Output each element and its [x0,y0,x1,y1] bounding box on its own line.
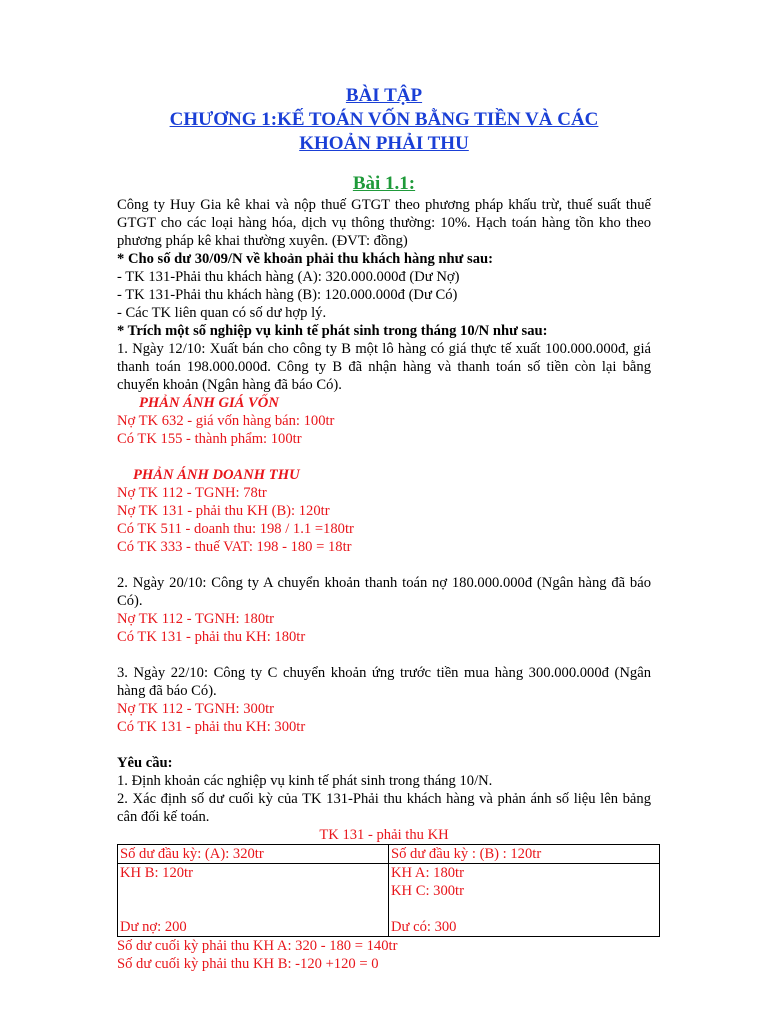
t-account-entry: KH B: 120tr [120,865,193,881]
t-account-entry: KH A: 180tr [391,865,464,881]
balance-item: - Các TK liên quan có số dư hợp lý. [117,305,327,321]
t-account-left-header: Số dư đầu kỳ: (A): 320tr [118,845,389,864]
balance-item: - TK 131-Phải thu khách hàng (B): 120.000.000đ (Dư Có) [117,287,458,303]
table-row [118,845,660,864]
t-account-table [117,844,660,937]
document-content [117,84,651,973]
t-account-debit-total: Dư nợ: 200 [120,919,187,935]
title-line-2: CHƯƠNG 1:KẾ TOÁN VỐN BẰNG TIỀN VÀ CÁC [169,109,599,130]
requirements-heading: Yêu cầu: [117,755,173,771]
requirement-item: 2. Xác định số dư cuối kỳ của TK 131-Phải thu khách hàng và phản ánh số liệu lên bảng cân đối kế toán. [117,791,651,825]
exercise-heading: Bài 1.1: [352,173,416,194]
journal-entry: Có TK 333 - thuế VAT: 198 - 180 = 18tr [117,539,352,555]
title-line-1: BÀI TẬP [345,85,423,106]
journal-entry: Có TK 511 - doanh thu: 198 / 1.1 =180tr [117,521,354,537]
t-account-credit-total: Dư có: 300 [391,919,457,935]
spacer [117,736,651,754]
title-line-3: KHOẢN PHẢI THU [299,133,469,154]
balance-heading: * Cho số dư 30/09/N về khoản phải thu khách hàng như sau: [117,251,494,267]
journal-entry: Nợ TK 112 - TGNH: 300tr [117,701,275,717]
closing-balance: Số dư cuối kỳ phải thu KH A: 320 - 180 = 140tr [117,938,398,954]
cost-heading: PHẢN ÁNH GIÁ VỐN [139,395,279,411]
journal-entry: Nợ TK 112 - TGNH: 180tr [117,611,275,627]
balance-item: - TK 131-Phải thu khách hàng (A): 320.000.000đ (Dư Nợ) [117,269,460,285]
journal-entry: Có TK 131 - phải thu KH: 180tr [117,629,306,645]
exercise-intro: Công ty Huy Gia kê khai và nộp thuế GTGT theo phương pháp khấu trừ, thuế suất thuế GTGT cho các loại hàng hóa, dịch vụ thông thường: 10%. Hạch toán hàng tồn kho theo phương pháp kê khai thường xuyên. (ĐVT: đồng) [117,197,651,249]
revenue-heading: PHẢN ÁNH DOANH THU [133,467,300,483]
spacer [117,448,651,466]
journal-entry: Có TK 131 - phải thu KH: 300tr [117,719,306,735]
t-account-caption: TK 131 - phải thu KH [319,827,449,843]
t-account-entry: KH C: 300tr [391,883,464,899]
journal-entry: Nợ TK 112 - TGNH: 78tr [117,485,267,501]
journal-entry: Nợ TK 632 - giá vốn hàng bán: 100tr [117,413,335,429]
spacer [117,646,651,664]
t-account-right-header: Số dư đầu kỳ : (B) : 120tr [389,845,660,864]
t-account-credit-cell [389,864,660,937]
transactions-heading: * Trích một số nghiệp vụ kinh tế phát sinh trong tháng 10/N như sau: [117,323,548,339]
requirement-item: 1. Định khoản các nghiệp vụ kinh tế phát sinh trong tháng 10/N. [117,773,493,789]
journal-entry: Nợ TK 131 - phải thu KH (B): 120tr [117,503,330,519]
t-account-debit-cell [118,864,389,937]
transaction-1: 1. Ngày 12/10: Xuất bán cho công ty B một lô hàng có giá thực tế xuất 100.000.000đ, giá thanh toán 198.000.000đ. Công ty B đã nhận hàng và thanh toán số tiền còn lại bằng chuyển khoản (Ngân hàng đã báo Có). [117,341,651,393]
table-row [118,864,660,937]
closing-balance: Số dư cuối kỳ phải thu KH B: -120 +120 = 0 [117,956,379,972]
transaction-2: 2. Ngày 20/10: Công ty A chuyển khoản thanh toán nợ 180.000.000đ (Ngân hàng đã báo Có). [117,575,651,609]
transaction-3: 3. Ngày 22/10: Công ty C chuyển khoản ứng trước tiền mua hàng 300.000.000đ (Ngân hàng đã báo Có). [117,665,651,699]
journal-entry: Có TK 155 - thành phẩm: 100tr [117,431,302,447]
spacer [117,556,651,574]
